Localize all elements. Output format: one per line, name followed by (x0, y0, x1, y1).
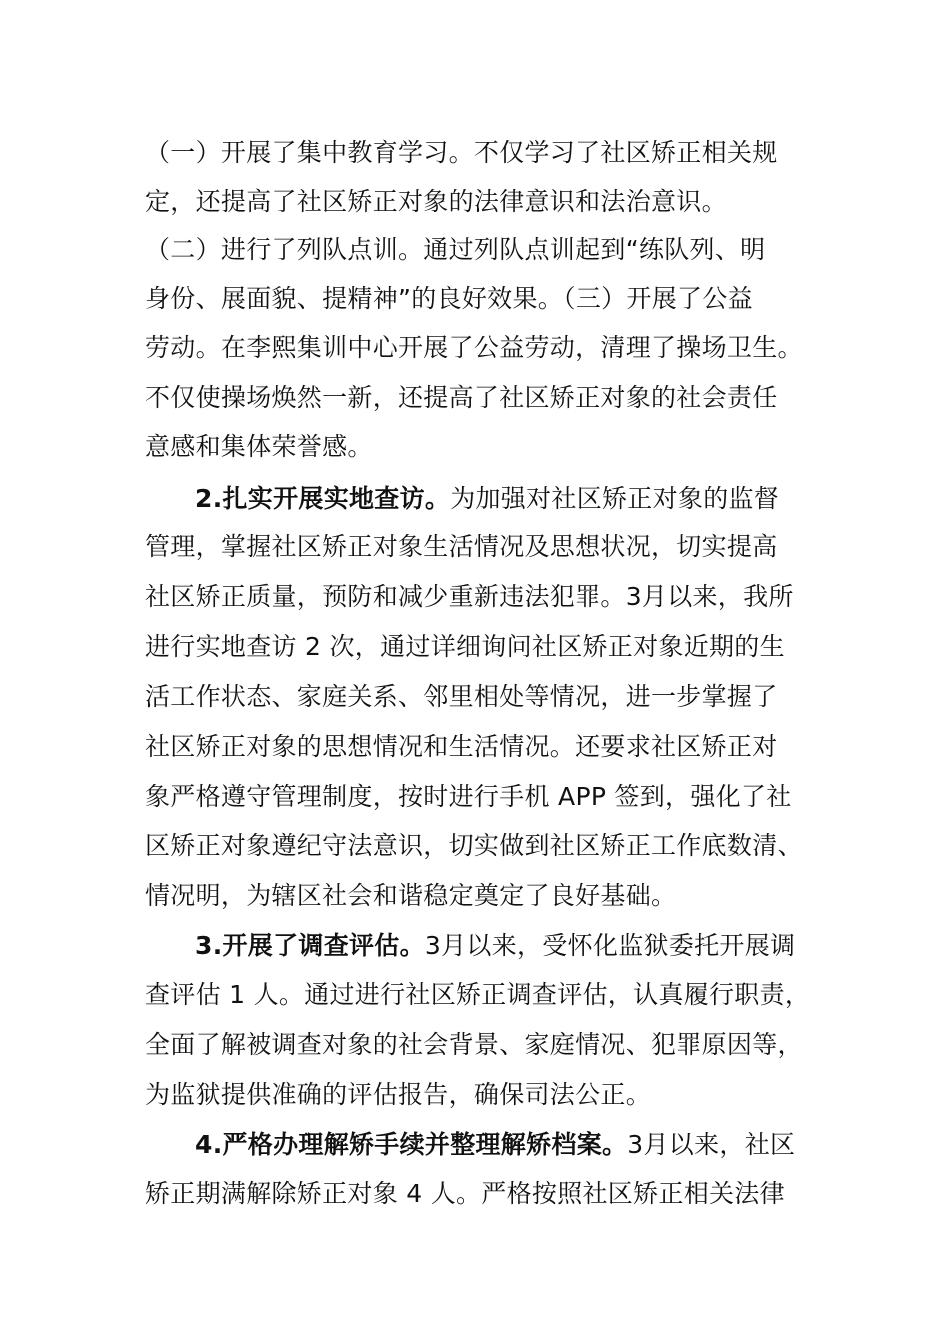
text-line: 为监狱提供准确的评估报告，确保司法公正。 (145, 1080, 652, 1109)
paragraph-first-line (195, 1122, 810, 1168)
text-line: 区矫正对象遵纪守法意识，切实做到社区矫正工作底数清、 (145, 831, 803, 860)
text-line: 查评估 1 人。通过进行社区矫正调查评估，认真履行职责， (145, 980, 811, 1009)
paragraph-first-line (195, 923, 810, 969)
text-run: 3月以来，受怀化监狱委托开展调 (424, 931, 796, 960)
text-line: 全面了解被调查对象的社会背景、家庭情况、犯罪原因等， (145, 1030, 803, 1059)
text-line: 劳动。在李熙集训中心开展了公益劳动，清理了操场卫生。 (145, 333, 803, 362)
text-line: 意感和集体荣誉感。 (145, 432, 373, 461)
text-line: 进行实地查访 2 次，通过详细询问社区矫正对象近期的生 (145, 632, 785, 661)
section-heading: 2.扎实开展实地查访。 (195, 484, 451, 513)
text-run: 为加强对社区矫正对象的监督 (450, 484, 780, 513)
text-line: （二）进行了列队点训。通过列队点训起到“练队列、明 (145, 235, 766, 264)
text-line: 管理，掌握社区矫正对象生活情况及思想状况，切实提高 (145, 532, 778, 561)
text-line: 象严格遵守管理制度，按时进行手机 APP 签到，强化了社 (145, 782, 792, 811)
section-heading: 4.严格办理解矫手续并整理解矫档案。 (195, 1130, 628, 1159)
text-line: 身份、展面貌、提精神”的良好效果。（三）开展了公益 (145, 284, 753, 313)
text-line: （一）开展了集中教育学习。不仅学习了社区矫正相关规 (145, 138, 778, 167)
text-line: 活工作状态、家庭关系、邻里相处等情况，进一步掌握了 (145, 682, 778, 711)
text-line: 矫正期满解除矫正对象 4 人。严格按照社区矫正相关法律 (145, 1179, 785, 1208)
text-line: 定，还提高了社区矫正对象的法律意识和法治意识。 (145, 187, 727, 216)
text-line: 情况明，为辖区社会和谐稳定奠定了良好基础。 (145, 881, 677, 910)
text-line: 不仅使操场焕然一新，还提高了社区矫正对象的社会责任 (145, 383, 778, 412)
text-line: 社区矫正质量，预防和减少重新违法犯罪。3月以来，我所 (145, 582, 794, 611)
text-run: 3月以来，社区 (627, 1130, 796, 1159)
text-line: 社区矫正对象的思想情况和生活情况。还要求社区矫正对 (145, 732, 778, 761)
section-heading: 3.开展了调查评估。 (195, 931, 425, 960)
paragraph-first-line (195, 476, 810, 522)
